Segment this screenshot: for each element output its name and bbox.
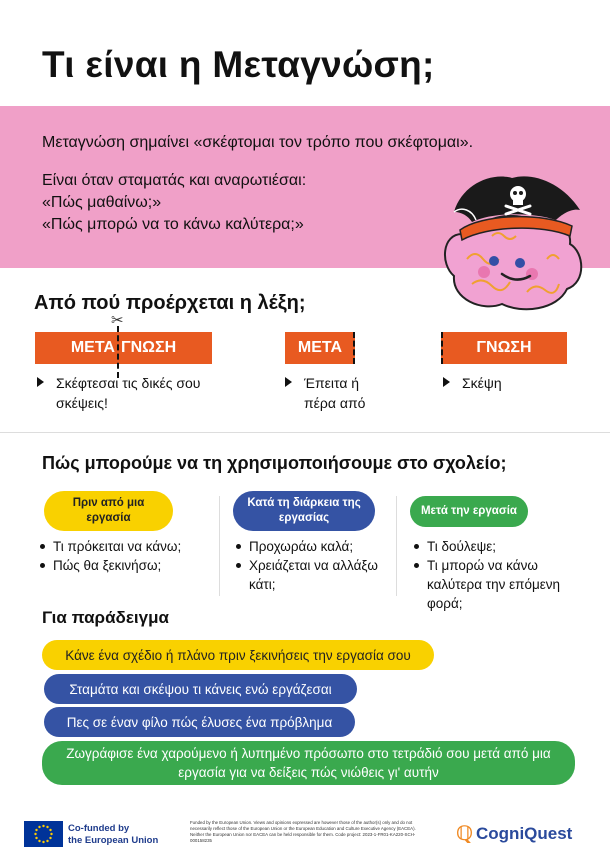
after-task-pill: Μετά την εργασία bbox=[410, 496, 528, 527]
eu-cofunded-label bbox=[68, 823, 168, 847]
section-divider bbox=[0, 432, 610, 433]
lightbulb-head-icon: ℚ bbox=[456, 823, 474, 845]
before-task-list bbox=[40, 537, 220, 575]
cogniquest-logo-text: CogniQuest bbox=[476, 823, 573, 843]
before-task-label-2: εργασία bbox=[86, 512, 131, 524]
page-title: Τι είναι η Μεταγνώση; bbox=[42, 44, 435, 85]
gnosi-desc-text: Σκέψη bbox=[462, 375, 502, 391]
full-word-desc-line1: Σκέφτεσαι τις δικές σου bbox=[56, 375, 201, 391]
before-task-label-1: Πριν από μια bbox=[72, 497, 145, 509]
during-task-list bbox=[236, 537, 396, 594]
cogniquest-logo bbox=[456, 821, 572, 846]
gnosi-box: ΓΝΩΣΗ bbox=[441, 332, 567, 364]
list-item: Τι δούλεψε; bbox=[414, 537, 584, 556]
gnosi-cut-line bbox=[441, 332, 443, 364]
full-word-desc bbox=[37, 373, 237, 413]
eu-line-1: Co-funded by bbox=[68, 823, 130, 834]
full-word-desc-line2: σκέψεις! bbox=[56, 395, 108, 411]
example-item: Κάνε ένα σχέδιο ή πλάνο πριν ξεκινήσεις την εργασία σου bbox=[42, 640, 434, 670]
origin-heading: Από πού προέρχεται η λέξη; bbox=[34, 292, 306, 314]
intro-question-2: «Πώς μπορώ να το κάνω καλύτερα;» bbox=[42, 216, 304, 233]
intro-definition: Μεταγνώση σημαίνει «σκέφτομαι τον τρόπο που σκέφτομαι». bbox=[42, 134, 474, 151]
scissors-icon: ✂ bbox=[111, 312, 124, 329]
full-word-left: ΜΕΤΑ bbox=[70, 339, 115, 356]
meta-desc bbox=[285, 373, 395, 413]
before-task-pill bbox=[44, 491, 173, 531]
list-item: Προχωράω καλά; bbox=[236, 537, 396, 556]
arrow-right-icon bbox=[285, 377, 292, 387]
cut-line bbox=[117, 326, 119, 378]
gnosi-desc bbox=[443, 373, 553, 393]
eu-line-2: the European Union bbox=[68, 835, 159, 846]
meta-cut-line bbox=[353, 332, 355, 364]
example-item: Πες σε έναν φίλο πώς έλυσες ένα πρόβλημα bbox=[44, 707, 355, 737]
intro-question-1: «Πώς μαθαίνω;» bbox=[42, 194, 162, 211]
intro-questions bbox=[42, 170, 306, 236]
during-task-label-1: Κατά τη διάρκεια της bbox=[247, 497, 361, 509]
pirate-brain-mascot-icon bbox=[432, 164, 592, 314]
full-word-right: ΓΝΩΣΗ bbox=[120, 339, 177, 356]
column-divider bbox=[396, 496, 397, 596]
after-task-list bbox=[414, 537, 584, 613]
arrow-right-icon bbox=[37, 377, 44, 387]
examples-heading: Για παράδειγμα bbox=[42, 608, 169, 627]
example-item: Σταμάτα και σκέψου τι κάνεις ενώ εργάζεσαι bbox=[44, 674, 357, 704]
meta-desc-line2: πέρα από bbox=[304, 395, 366, 411]
full-word-box bbox=[35, 332, 212, 364]
list-item: Τι μπορώ να κάνω καλύτερα την επόμενη φορά; bbox=[414, 556, 584, 613]
during-task-label-2: εργασίας bbox=[278, 512, 330, 524]
funding-disclaimer: Funded by the European Union. Views and opinions expressed are however those of the author(s) only and do not necessarily reflect those of the European Union or the European Education and Culture Executive Agency (EACEA). Neither the European Union nor EACEA can be held responsible for them. Code project: 2023-1-FR01-KA220-SCH-000158235 bbox=[190, 820, 416, 843]
meta-box: ΜΕΤΑ bbox=[285, 332, 355, 364]
during-task-pill bbox=[233, 491, 375, 531]
intro-question-lead: Είναι όταν σταματάς και αναρωτιέσαι: bbox=[42, 172, 307, 189]
eu-flag-icon bbox=[24, 821, 63, 847]
example-item: Ζωγράφισε ένα χαρούμενο ή λυπημένο πρόσωπο στο τετράδιό σου μετά από μια εργασία για να δείξεις πώς νιώθεις γι' αυτήν bbox=[42, 741, 575, 785]
meta-desc-line1: Έπειτα ή bbox=[304, 375, 360, 391]
list-item: Τι πρόκειται να κάνω; bbox=[40, 537, 220, 556]
arrow-right-icon bbox=[443, 377, 450, 387]
school-heading: Πώς μπορούμε να τη χρησιμοποιήσουμε στο σχολείο; bbox=[42, 453, 507, 473]
list-item: Χρειάζεται να αλλάξω κάτι; bbox=[236, 556, 396, 594]
list-item: Πώς θα ξεκινήσω; bbox=[40, 556, 220, 575]
